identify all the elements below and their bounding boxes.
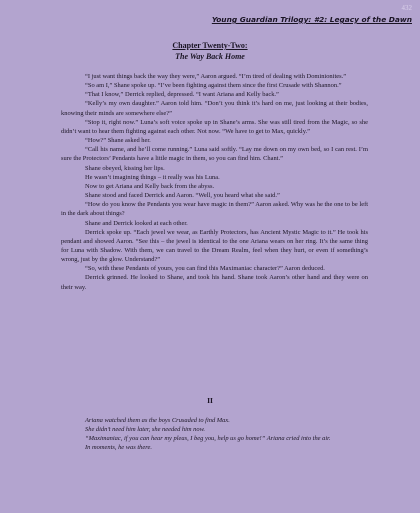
paragraph: “Call his name, and he’ll come running.” Luna said softly. “Lay me down on my own bed, so I can rest. I’m sure the Protectors’ Pendants have a little magic in them, so you can find him. Chant.” (61, 146, 368, 163)
chapter-subtitle: The Way Back Home (175, 52, 245, 61)
paragraph: Shane stood and faced Derrick and Aaron. “Well, you heard what she said.” (85, 192, 280, 200)
paragraph: Shane and Derrick looked at each other. (85, 219, 188, 227)
paragraph: Shane obeyed, kissing her lips. (85, 164, 165, 172)
chapter-title: Chapter Twenty-Two: (172, 41, 248, 50)
paragraph: He wasn’t imagining things – it really was his Luna. (85, 173, 220, 181)
paragraph: “Kelly’s my own daughter.” Aaron told him. “Don’t you think it’s hard on me, just looking at their bodies, knowing their minds are somewhere else?” (61, 100, 368, 117)
paragraph: Derrick grinned. He looked to Shane, and took his hand. Shane took Aaron’s other hand and they were on their way. (61, 274, 368, 291)
paragraph: Derrick spoke up. “Each jewel we wear, as Earthly Protectors, has Ancient Mystic Magic to it.” He took his pendant and showed Aaron. “See this – the jewel is identical to the one Ariana wears on her ring. It’s the same thing for Luna with Shadow. With them, we can travel to the Dream Realm, feel when they hurt, or even if something’s wrong, just by the glow. Understand?” (61, 228, 368, 264)
italic-paragraph: “Maximaniac, if you can hear my pleas, I beg you, help us go home!” Ariana cried into the air. (85, 435, 331, 443)
paragraph: “I just want things back the way they were,” Aaron argued. “I’m tired of dealing with Dominionites.” (85, 73, 347, 80)
paragraph: “So, with these Pendants of yours, you can find this Maximaniac character?” Aaron deduced. (85, 265, 325, 273)
body-text (61, 72, 368, 292)
page-number: 432 (401, 4, 412, 12)
paragraph: “Stop it, right now.” Luna’s soft voice spoke up in Shane’s arms. She was still tired from the Magic, so she didn’t want to hear them fighting against each other. Not now. “We have to get to Max, quickly.” (61, 118, 368, 135)
italic-section (61, 416, 368, 453)
running-header: Young Guardian Trilogy: #2: Legacy of the Dawn (211, 15, 412, 24)
paragraph: Now to get Ariana and Kelly back from the abyss. (85, 182, 215, 190)
paragraph: “That I know,” Derrick replied, depressed. “I want Ariana and Kelly back.” (85, 91, 279, 99)
paragraph: “How?” Shane asked her. (85, 137, 151, 145)
paragraph: “So am I,” Shane spoke up. “I’ve been fighting against them since the first Crusade with Shannon.” (85, 82, 342, 90)
italic-paragraph: In moments, he was there. (85, 444, 152, 452)
italic-paragraph: Ariana watched them as the boys Crusaded to find Max. (85, 417, 230, 424)
paragraph: “How do you know the Pendants you wear have magic in them?” Aaron asked. Why was he the one to be left in the dark about things? (61, 201, 368, 218)
italic-paragraph: She didn’t need him later, she needed him now. (85, 426, 206, 434)
scene-break: II (207, 396, 213, 405)
